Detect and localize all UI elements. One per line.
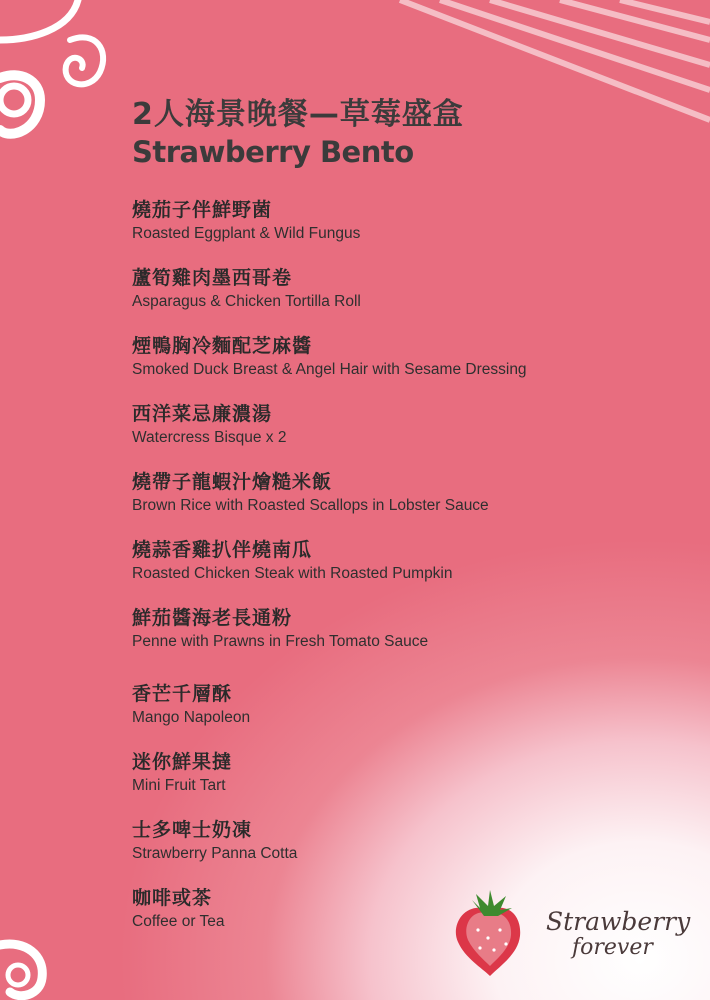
menu-list — [132, 198, 692, 954]
logo-text-forever: forever — [572, 935, 653, 960]
menu-item-chinese: 蘆筍雞肉墨西哥卷 — [132, 267, 293, 289]
menu-item-english: Roasted Chicken Steak with Roasted Pumpkin — [132, 565, 453, 582]
menu-item — [132, 750, 692, 818]
menu-item — [132, 470, 692, 538]
menu-item-english: Roasted Eggplant & Wild Fungus — [132, 225, 361, 242]
menu-item — [132, 334, 692, 402]
menu-item-chinese: 咖啡或茶 — [132, 887, 213, 909]
menu-item-english: Mango Napoleon — [132, 709, 251, 726]
menu-item-english: Smoked Duck Breast & Angel Hair with Sesame Dressing — [132, 361, 527, 378]
menu-item — [132, 402, 692, 470]
menu-item-english: Penne with Prawns in Fresh Tomato Sauce — [132, 633, 429, 650]
logo-text-strawberry: Strawberry — [546, 907, 691, 936]
swirl-bottom-left — [0, 944, 42, 996]
menu-item-chinese: 迷你鮮果撻 — [132, 751, 233, 773]
menu-card — [132, 98, 692, 954]
menu-item-chinese: 燒蒜香雞扒伴燒南瓜 — [132, 539, 313, 561]
menu-item-english: Brown Rice with Roasted Scallops in Lobster Sauce — [132, 497, 489, 514]
menu-item — [132, 198, 692, 266]
menu-item-chinese: 煙鴨胸冷麵配芝麻醬 — [132, 335, 313, 357]
menu-item-chinese: 鮮茄醬海老長通粉 — [132, 607, 293, 629]
menu-item — [132, 818, 692, 886]
menu-item — [132, 538, 692, 606]
strawberry-forever-logo — [450, 880, 695, 980]
menu-title-english: Strawberry Bento — [132, 135, 414, 169]
strawberry-icon — [456, 890, 520, 976]
menu-item — [132, 606, 692, 674]
menu-title-chinese: 2人海景晚餐—草莓盛盒 — [132, 97, 464, 132]
menu-item-english: Asparagus & Chicken Tortilla Roll — [132, 293, 361, 310]
menu-item — [132, 266, 692, 334]
menu-item-english: Strawberry Panna Cotta — [132, 845, 298, 862]
menu-item — [132, 682, 692, 750]
menu-item-english: Coffee or Tea — [132, 913, 225, 930]
menu-item-chinese: 西洋菜忌廉濃湯 — [132, 403, 273, 425]
menu-item-chinese: 燒茄子伴鮮野菌 — [132, 199, 273, 221]
menu-item-chinese: 士多啤士奶凍 — [132, 819, 253, 841]
swirl-top-left — [0, 0, 103, 134]
menu-item-english: Watercress Bisque x 2 — [132, 429, 287, 446]
menu-item-chinese: 香芒千層酥 — [132, 683, 233, 705]
menu-item-chinese: 燒帶子龍蝦汁燴糙米飯 — [132, 471, 333, 493]
menu-item-english: Mini Fruit Tart — [132, 777, 226, 794]
